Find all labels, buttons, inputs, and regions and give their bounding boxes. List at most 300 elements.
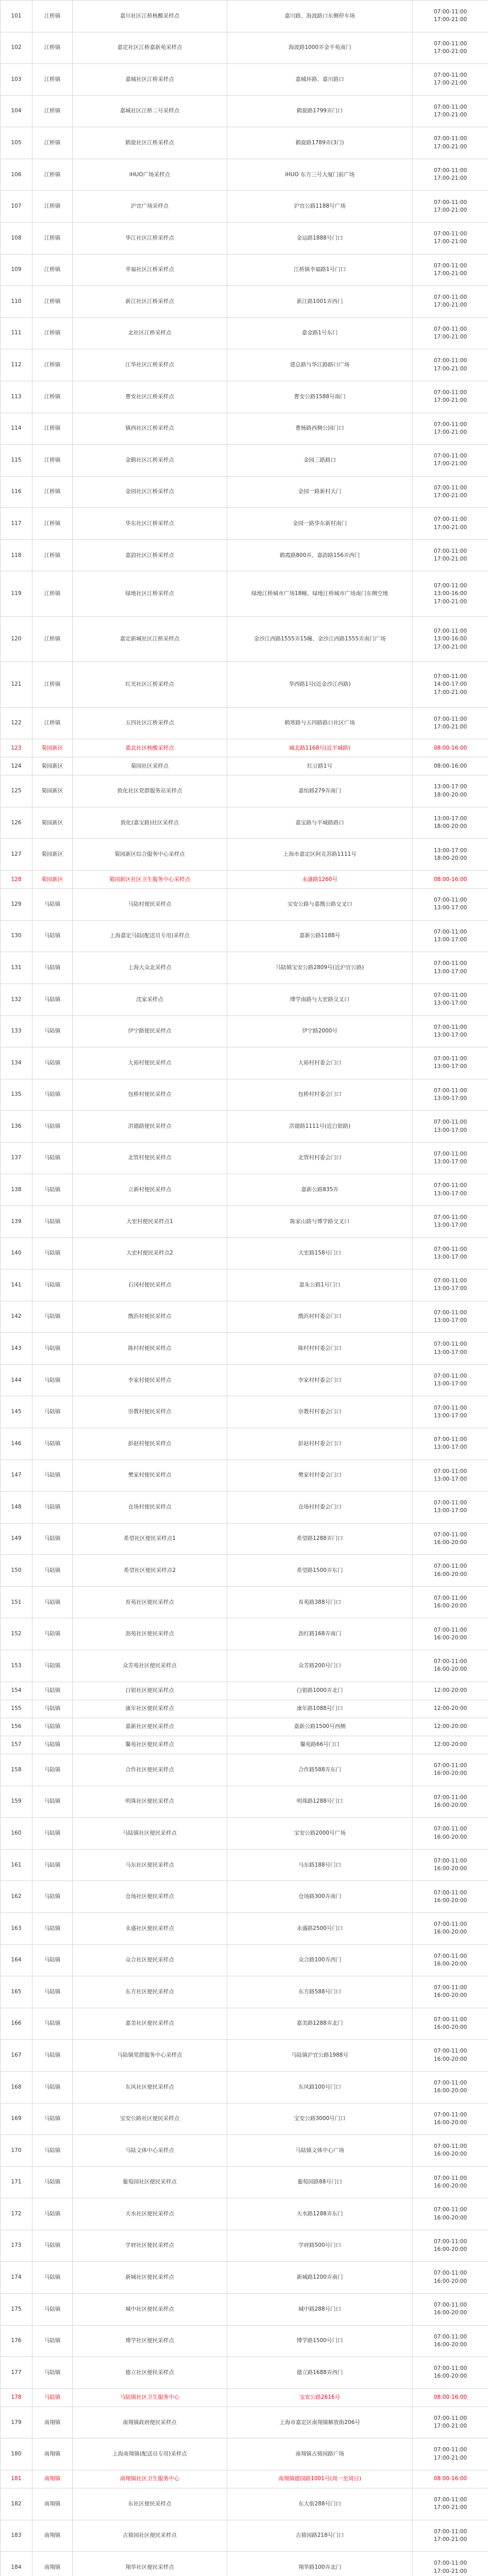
row-number-cell: 175: [1, 2293, 32, 2325]
row-number-cell: 183: [1, 2520, 32, 2552]
time-slot: 17:00-21:00: [433, 239, 467, 245]
site-name-cell: 沥苑社区便民采样点: [73, 1618, 227, 1650]
site-name-cell: 北管村便民采样点: [73, 1142, 227, 1174]
time-slot: 07:00-11:00: [433, 628, 467, 635]
address-cell: 东方路588号门口: [227, 1976, 413, 2008]
time-slot: 07:00-11:00: [433, 1921, 467, 1928]
site-name-cell: 北社区江桥采样点: [73, 317, 227, 349]
site-name-cell: 伊宁路便民采样点: [73, 1015, 227, 1047]
time-slot: 17:00-21:00: [433, 492, 467, 499]
row-number-cell: 115: [1, 445, 32, 477]
time-slot: 07:00-11:00: [433, 135, 467, 142]
time-cell: [413, 1976, 488, 2008]
address-cell: 金园三路路口: [227, 445, 413, 477]
row-number-cell: 144: [1, 1364, 32, 1396]
town-cell: 马陆镇: [32, 2230, 73, 2262]
time-slot: 07:00-11:00: [433, 1889, 467, 1896]
time-slot: 17:00-21:00: [433, 598, 467, 605]
site-name-cell: 大宏村便民采样点2: [73, 1238, 227, 1269]
time-slot: 07:00-11:00: [433, 1595, 467, 1601]
time-cell: [413, 2103, 488, 2135]
address-cell: 嘉新公路835弄: [227, 1174, 413, 1206]
row-number-cell: 160: [1, 1818, 32, 1850]
time-slot: 16:00-20:00: [433, 1960, 467, 1967]
table-row: [1, 889, 488, 921]
time-slot: 07:00-11:00: [433, 1056, 467, 1062]
time-slot: 07:00-11:00: [433, 2560, 467, 2567]
row-number-cell: 138: [1, 1174, 32, 1206]
time-slot: 17:00-21:00: [433, 643, 467, 650]
time-slot: 16:00-20:00: [433, 1666, 467, 1673]
row-number-cell: 179: [1, 2406, 32, 2438]
row-number-cell: 146: [1, 1428, 32, 1460]
time-slot: 08:00-16:00: [433, 744, 467, 751]
town-cell: 江桥镇: [32, 32, 73, 64]
time-cell: [413, 254, 488, 286]
time-cell: [413, 889, 488, 921]
time-slot: 07:00-11:00: [433, 1953, 467, 1959]
row-number-cell: 136: [1, 1111, 32, 1143]
row-number-cell: 169: [1, 2103, 32, 2135]
site-name-cell: 沈家采样点: [73, 984, 227, 1015]
time-cell: [413, 871, 488, 889]
time-cell: [413, 32, 488, 64]
town-cell: 马陆镇: [32, 1650, 73, 1682]
town-cell: 江桥镇: [32, 476, 73, 508]
time-cell: [413, 1718, 488, 1736]
time-slot: 07:00-11:00: [433, 2048, 467, 2055]
time-slot: 12:00-20:00: [433, 1741, 467, 1748]
time-slot: 07:00-11:00: [433, 992, 467, 998]
time-cell: [413, 1650, 488, 1682]
town-cell: 马陆镇: [32, 2040, 73, 2072]
row-number-cell: 112: [1, 349, 32, 381]
address-cell: 海波路1000弄金平苑南门: [227, 32, 413, 64]
site-name-cell: 戬浜村便民采样点: [73, 1301, 227, 1333]
row-number-cell: 130: [1, 920, 32, 952]
table-row: [1, 1206, 488, 1238]
site-name-cell: 大宏村便民采样点1: [73, 1206, 227, 1238]
time-slot: 07:00-11:00: [433, 2447, 467, 2453]
site-name-cell: 华东社区江桥采样点: [73, 508, 227, 540]
row-number-cell: 132: [1, 984, 32, 1015]
time-cell: [413, 349, 488, 381]
time-cell: [413, 1301, 488, 1333]
time-slot: 08:00-16:00: [433, 762, 467, 769]
address-cell: 戬浜村村委会门口: [227, 1301, 413, 1333]
site-name-cell: 南翔镇社区卫生服务中心: [73, 2470, 227, 2488]
time-slot: 16:00-20:00: [433, 1866, 467, 1872]
site-name-cell: 学府社区便民采样点: [73, 2230, 227, 2262]
town-cell: 马陆镇: [32, 1333, 73, 1365]
time-slot: 17:00-21:00: [433, 2536, 467, 2543]
table-row: [1, 662, 488, 707]
address-cell: 李家村村委会门口: [227, 1364, 413, 1396]
table-row: [1, 64, 488, 96]
address-cell: 新城路1200弄南门: [227, 2262, 413, 2294]
time-cell: [413, 1555, 488, 1587]
town-cell: 马陆镇: [32, 2008, 73, 2040]
table-row: [1, 2103, 488, 2135]
time-cell: [413, 2388, 488, 2406]
time-slot: 13:00-17:00: [433, 1412, 467, 1419]
site-name-cell: 嘉城社区江桥采样点: [73, 64, 227, 96]
site-name-cell: 金鹤社区江桥采样点: [73, 445, 227, 477]
address-cell: 馨苑路66号门口: [227, 1736, 413, 1754]
table-row: [1, 920, 488, 952]
site-name-cell: 江华社区江桥采样点: [73, 349, 227, 381]
row-number-cell: 121: [1, 662, 32, 707]
row-number-cell: 117: [1, 508, 32, 540]
row-number-cell: 165: [1, 1976, 32, 2008]
town-cell: 马陆镇: [32, 1849, 73, 1881]
row-number-cell: 170: [1, 2135, 32, 2167]
table-row: [1, 223, 488, 255]
row-number-cell: 127: [1, 839, 32, 871]
time-slot: 07:00-11:00: [433, 583, 467, 589]
town-cell: 江桥镇: [32, 1, 73, 32]
time-slot: 07:00-11:00: [433, 40, 467, 47]
time-slot: 08:00-16:00: [433, 876, 467, 883]
time-slot: 07:00-11:00: [433, 1857, 467, 1864]
town-cell: 马陆镇: [32, 1944, 73, 1976]
table-row: [1, 1301, 488, 1333]
address-cell: 仓场村村委会门口: [227, 1492, 413, 1523]
time-slot: 07:00-11:00: [433, 897, 467, 904]
table-row: [1, 1881, 488, 1913]
row-number-cell: 111: [1, 317, 32, 349]
town-cell: 江桥镇: [32, 707, 73, 739]
time-slot: 07:00-11:00: [433, 1150, 467, 1157]
row-number-cell: 104: [1, 95, 32, 127]
time-slot: 17:00-21:00: [433, 143, 467, 150]
town-cell: 马陆镇: [32, 984, 73, 1015]
address-cell: 上海市嘉定区阿克苏路1111号: [227, 839, 413, 871]
site-name-cell: 嘉定新城社区江桥采样点: [73, 617, 227, 662]
time-slot: 17:00-21:00: [433, 207, 467, 213]
table-row: [1, 2552, 488, 2576]
time-slot: 07:00-11:00: [433, 1563, 467, 1570]
time-slot: 13:00-17:00: [433, 905, 467, 911]
table-row: [1, 2071, 488, 2103]
time-slot: 07:00-11:00: [433, 453, 467, 460]
table-row: [1, 2008, 488, 2040]
address-cell: 红豆路1号: [227, 757, 413, 775]
time-slot: 07:00-11:00: [433, 2143, 467, 2150]
table-row: [1, 1786, 488, 1818]
town-cell: 马陆镇: [32, 1555, 73, 1587]
row-number-cell: 126: [1, 807, 32, 839]
site-name-cell: 上海大众北采样点: [73, 952, 227, 984]
time-cell: [413, 1428, 488, 1460]
table-row: [1, 317, 488, 349]
time-slot: 16:00-20:00: [433, 2246, 467, 2253]
address-cell: 伊宁路2000号: [227, 1015, 413, 1047]
time-cell: [413, 662, 488, 707]
time-cell: [413, 1523, 488, 1555]
time-cell: [413, 127, 488, 159]
time-slot: 16:00-20:00: [433, 2024, 467, 2031]
address-cell: 希望路1288弄门口: [227, 1523, 413, 1555]
time-slot: 16:00-20:00: [433, 1539, 467, 1546]
site-name-cell: 大裕村便民采样点: [73, 1047, 227, 1079]
table-row: [1, 1618, 488, 1650]
time-slot: 13:00-17:00: [433, 847, 467, 854]
time-slot: 13:00-17:00: [433, 1444, 467, 1451]
site-name-cell: 嘉北社区核酸采样点: [73, 739, 227, 757]
time-cell: [413, 159, 488, 191]
time-cell: [413, 1015, 488, 1047]
time-slot: 17:00-21:00: [433, 48, 467, 55]
row-number-cell: 161: [1, 1849, 32, 1881]
time-slot: 07:00-11:00: [433, 1658, 467, 1665]
table-row: [1, 571, 488, 617]
time-cell: [413, 839, 488, 871]
time-cell: [413, 1754, 488, 1786]
time-slot: 17:00-21:00: [433, 270, 467, 277]
town-cell: 南翔镇: [32, 2406, 73, 2438]
time-slot: 13:00-17:00: [433, 968, 467, 975]
time-slot: 07:00-11:00: [433, 199, 467, 206]
time-slot: 13:00-17:00: [433, 1253, 467, 1260]
row-number-cell: 173: [1, 2230, 32, 2262]
address-cell: 鹤旋路1799弄门口: [227, 95, 413, 127]
time-slot: 17:00-21:00: [433, 397, 467, 404]
time-cell: [413, 807, 488, 839]
time-slot: 07:00-11:00: [433, 484, 467, 491]
time-slot: 07:00-11:00: [433, 1278, 467, 1284]
address-cell: 鹤旋路1789弄(3门): [227, 127, 413, 159]
time-cell: [413, 476, 488, 508]
town-cell: 马陆镇: [32, 2103, 73, 2135]
town-cell: 江桥镇: [32, 286, 73, 318]
town-cell: 江桥镇: [32, 445, 73, 477]
table-row: [1, 1700, 488, 1718]
row-number-cell: 123: [1, 739, 32, 757]
time-slot: 07:00-11:00: [433, 167, 467, 174]
table-row: [1, 871, 488, 889]
town-cell: 江桥镇: [32, 191, 73, 223]
site-name-cell: 金园社区江桥采样点: [73, 476, 227, 508]
town-cell: 马陆镇: [32, 1111, 73, 1143]
time-slot: 16:00-20:00: [433, 2088, 467, 2094]
address-cell: 陈家山路与博学路交叉口: [227, 1206, 413, 1238]
town-cell: 江桥镇: [32, 539, 73, 571]
address-cell: 育苑路388号门口: [227, 1586, 413, 1618]
row-number-cell: 150: [1, 1555, 32, 1587]
row-number-cell: 103: [1, 64, 32, 96]
row-number-cell: 147: [1, 1460, 32, 1492]
time-slot: 07:00-11:00: [433, 326, 467, 332]
site-name-cell: 仓场村便民采样点: [73, 1492, 227, 1523]
town-cell: 马陆镇: [32, 1754, 73, 1786]
time-cell: [413, 95, 488, 127]
site-name-cell: 上海南翔镇(配送员专用)采样点: [73, 2438, 227, 2470]
time-cell: [413, 1849, 488, 1881]
town-cell: 马陆镇: [32, 2198, 73, 2230]
time-slot: 16:00-20:00: [433, 2151, 467, 2158]
table-row: [1, 539, 488, 571]
table-row: [1, 159, 488, 191]
site-name-cell: 菊园社区采样点: [73, 757, 227, 775]
row-number-cell: 162: [1, 1881, 32, 1913]
time-slot: 13:00-16:00: [433, 590, 467, 597]
time-slot: 16:00-20:00: [433, 1603, 467, 1609]
time-slot: 07:00-11:00: [433, 1372, 467, 1379]
time-cell: [413, 1047, 488, 1079]
time-slot: 07:00-11:00: [433, 960, 467, 967]
site-name-cell: 城中社区便民采样点: [73, 2293, 227, 2325]
time-cell: [413, 2325, 488, 2357]
time-slot: 17:00-21:00: [433, 556, 467, 563]
table-row: [1, 127, 488, 159]
time-slot: 13:00-17:00: [433, 1159, 467, 1165]
row-number-cell: 159: [1, 1786, 32, 1818]
site-name-cell: 樊家村便民采样点: [73, 1460, 227, 1492]
table-row: [1, 349, 488, 381]
table-row: [1, 2438, 488, 2470]
site-name-cell: 东风社区便民采样点: [73, 2071, 227, 2103]
site-name-cell: 绿地社区江桥采样点: [73, 571, 227, 617]
time-slot: 16:00-20:00: [433, 1634, 467, 1641]
address-cell: 曹杨路西侧公园门口: [227, 413, 413, 445]
time-cell: [413, 1786, 488, 1818]
address-cell: 白银路1000弄北门: [227, 1682, 413, 1700]
table-row: [1, 413, 488, 445]
town-cell: 江桥镇: [32, 223, 73, 255]
row-number-cell: 166: [1, 2008, 32, 2040]
row-number-cell: 167: [1, 2040, 32, 2072]
site-name-cell: 博学社区便民采样点: [73, 2325, 227, 2357]
town-cell: 马陆镇: [32, 1718, 73, 1736]
site-name-cell: 马东社区便民采样点: [73, 1849, 227, 1881]
time-cell: [413, 2198, 488, 2230]
row-number-cell: 139: [1, 1206, 32, 1238]
time-slot: 17:00-21:00: [433, 2568, 467, 2574]
row-number-cell: 140: [1, 1238, 32, 1269]
site-name-cell: 马陆文体中心采样点: [73, 2135, 227, 2167]
town-cell: 江桥镇: [32, 159, 73, 191]
address-cell: 德立路1688弄西门: [227, 2357, 413, 2389]
table-row: [1, 1944, 488, 1976]
time-slot: 13:00-17:00: [433, 784, 467, 790]
time-slot: 17:00-21:00: [433, 175, 467, 182]
site-name-cell: 馨苑社区便民采样点: [73, 1736, 227, 1754]
site-name-cell: 古猗园社区便民采样点: [73, 2520, 227, 2552]
time-slot: 17:00-21:00: [433, 524, 467, 531]
row-number-cell: 142: [1, 1301, 32, 1333]
time-cell: [413, 1174, 488, 1206]
site-name-cell: 嘉美社区便民采样点: [73, 2008, 227, 2040]
address-cell: 城中路288号门口: [227, 2293, 413, 2325]
time-slot: 07:00-11:00: [433, 1985, 467, 1991]
address-cell: 东大街288号门口: [227, 2488, 413, 2520]
town-cell: 南翔镇: [32, 2438, 73, 2470]
address-cell: 沥红路168弄南门: [227, 1618, 413, 1650]
address-cell: 葡萄园路88号门口: [227, 2166, 413, 2198]
time-cell: [413, 1492, 488, 1523]
table-row: [1, 1718, 488, 1736]
sites-table-body: [1, 1, 488, 2576]
table-row: [1, 2357, 488, 2389]
table-row: [1, 2488, 488, 2520]
time-cell: [413, 1913, 488, 1945]
time-slot: 16:00-20:00: [433, 2119, 467, 2126]
time-slot: 16:00-20:00: [433, 2056, 467, 2062]
time-cell: [413, 1818, 488, 1850]
row-number-cell: 116: [1, 476, 32, 508]
town-cell: 南翔镇: [32, 2470, 73, 2488]
row-number-cell: 181: [1, 2470, 32, 2488]
address-cell: 沪宜公路1188号广场: [227, 191, 413, 223]
town-cell: 马陆镇: [32, 1301, 73, 1333]
town-cell: 马陆镇: [32, 1364, 73, 1396]
address-cell: 马陆镇沪宜公路1988号: [227, 2040, 413, 2072]
time-cell: [413, 1944, 488, 1976]
town-cell: 菊园新区: [32, 839, 73, 871]
time-slot: 18:00-20:00: [433, 823, 467, 830]
address-cell: 众芳路200号门口: [227, 1650, 413, 1682]
table-row: [1, 952, 488, 984]
time-slot: 16:00-20:00: [433, 1802, 467, 1808]
time-slot: 07:00-11:00: [433, 2415, 467, 2421]
town-cell: 马陆镇: [32, 1492, 73, 1523]
table-row: [1, 2166, 488, 2198]
time-slot: 07:00-11:00: [433, 1214, 467, 1221]
town-cell: 南翔镇: [32, 2520, 73, 2552]
site-name-cell: 嘉城社区江桥二号采样点: [73, 95, 227, 127]
address-cell: 华西路1号(近金沙江西路): [227, 662, 413, 707]
time-cell: [413, 2135, 488, 2167]
row-number-cell: 155: [1, 1700, 32, 1718]
time-slot: 07:00-11:00: [433, 1626, 467, 1633]
site-name-cell: 育苑社区便民采样点: [73, 1586, 227, 1618]
table-row: [1, 1492, 488, 1523]
time-slot: 13:00-16:00: [433, 636, 467, 642]
time-slot: 17:00-21:00: [433, 689, 467, 696]
row-number-cell: 154: [1, 1682, 32, 1700]
site-name-cell: 马陆镇社区便民采样点: [73, 1818, 227, 1850]
address-cell: 洪德路1111号(近白银路): [227, 1111, 413, 1143]
address-cell: 博学南路与大宏路交叉口: [227, 984, 413, 1015]
table-row: [1, 286, 488, 318]
time-cell: [413, 191, 488, 223]
site-name-cell: 众合社区便民采样点: [73, 1944, 227, 1976]
time-slot: 12:00-20:00: [433, 1687, 467, 1694]
time-slot: 13:00-17:00: [433, 1476, 467, 1482]
address-cell: 绿地江桥城市广场18幢、绿地江桥城市广场南门东侧空地: [227, 571, 413, 617]
row-number-cell: 174: [1, 2262, 32, 2294]
site-name-cell: 五四社区江桥采样点: [73, 707, 227, 739]
time-slot: 17:00-21:00: [433, 723, 467, 730]
time-slot: 16:00-20:00: [433, 2182, 467, 2189]
address-cell: 彭赵村村委会门口: [227, 1428, 413, 1460]
table-row: [1, 1754, 488, 1786]
address-cell: 马陆镇文体中心广场: [227, 2135, 413, 2167]
time-cell: [413, 2357, 488, 2389]
address-cell: 樊家村村委会门口: [227, 1460, 413, 1492]
time-cell: [413, 2230, 488, 2262]
town-cell: 菊园新区: [32, 871, 73, 889]
site-name-cell: 希望社区便民采样点2: [73, 1555, 227, 1587]
town-cell: 江桥镇: [32, 413, 73, 445]
table-row: [1, 1174, 488, 1206]
table-row: [1, 1523, 488, 1555]
row-number-cell: 153: [1, 1650, 32, 1682]
table-row: [1, 757, 488, 775]
address-cell: 嘉金路1号东门: [227, 317, 413, 349]
table-row: [1, 707, 488, 739]
